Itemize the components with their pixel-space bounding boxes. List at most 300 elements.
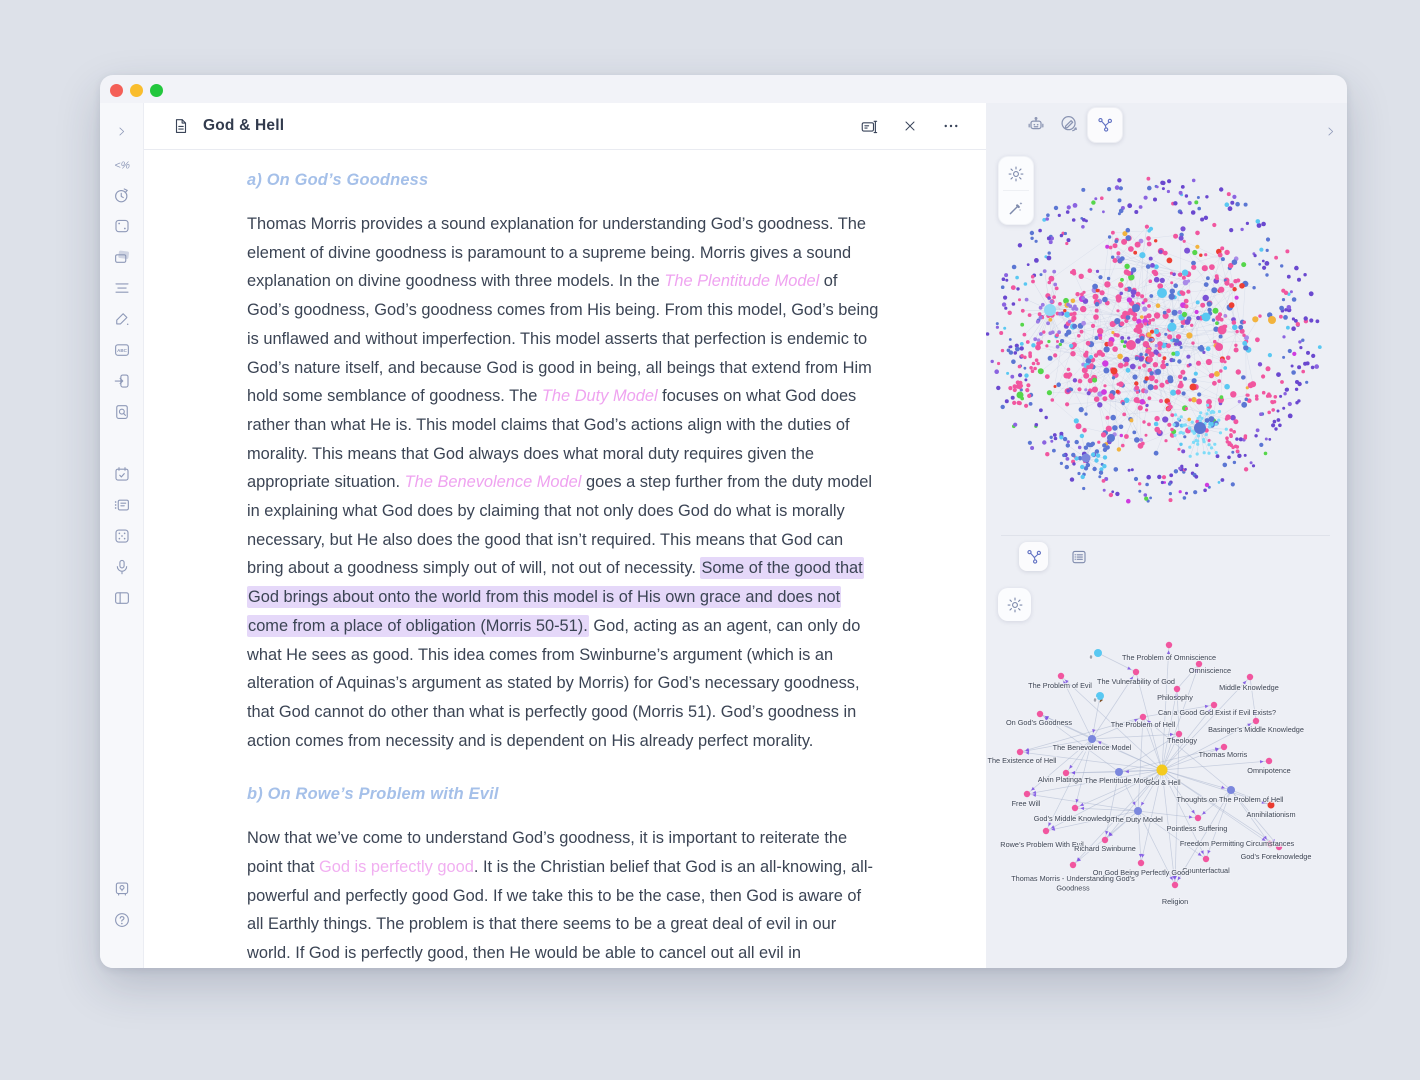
graph-node[interactable]: [1261, 222, 1266, 227]
graph-node[interactable]: [1181, 325, 1184, 328]
graph-node[interactable]: [1127, 203, 1132, 208]
graph-node[interactable]: [1219, 431, 1222, 434]
graph-node[interactable]: [1117, 354, 1123, 360]
graph-node[interactable]: [1154, 329, 1159, 334]
graph-node[interactable]: [1091, 324, 1095, 328]
graph-node[interactable]: [1053, 283, 1057, 287]
graph-node-label[interactable]: The Problem of Omniscience: [1121, 653, 1217, 662]
graph-node[interactable]: [1153, 349, 1158, 354]
graph-node[interactable]: [1266, 366, 1271, 371]
graph-node[interactable]: [1084, 412, 1087, 415]
graph-node[interactable]: [1074, 456, 1078, 460]
graph-node[interactable]: [1143, 298, 1147, 302]
graph-node-label[interactable]: #: [1093, 698, 1097, 704]
graph-node[interactable]: [1204, 282, 1209, 287]
graph-node[interactable]: [1203, 440, 1206, 443]
graph-node[interactable]: [1212, 381, 1217, 386]
graph-node[interactable]: [1178, 310, 1182, 314]
graph-node[interactable]: [1106, 416, 1110, 420]
graph-node[interactable]: [1025, 388, 1029, 392]
graph-node[interactable]: [1255, 397, 1259, 401]
graph-node[interactable]: [1146, 313, 1151, 318]
graph-node-rs[interactable]: [1102, 837, 1108, 843]
graph-node[interactable]: [1128, 246, 1134, 252]
graph-node[interactable]: [1131, 468, 1134, 471]
graph-node[interactable]: [1067, 440, 1070, 443]
global-graph-view[interactable]: [986, 140, 1347, 535]
graph-node[interactable]: [1184, 248, 1190, 254]
graph-node[interactable]: [1288, 349, 1292, 353]
graph-node[interactable]: [1094, 396, 1100, 402]
graph-node[interactable]: [1028, 313, 1032, 317]
graph-node[interactable]: [1020, 323, 1024, 327]
graph-node[interactable]: [1154, 379, 1158, 383]
graph-node[interactable]: [1178, 467, 1181, 470]
graph-node[interactable]: [1080, 465, 1084, 469]
graph-node[interactable]: [1016, 385, 1020, 389]
graph-node[interactable]: [1311, 366, 1315, 370]
graph-node[interactable]: [1134, 210, 1138, 214]
note-link[interactable]: The Benevolence Model: [404, 473, 582, 492]
graph-node-tph[interactable]: [1227, 786, 1235, 794]
graph-node[interactable]: [1095, 309, 1099, 313]
graph-node[interactable]: [1218, 287, 1224, 293]
graph-node[interactable]: [1113, 243, 1118, 248]
graph-node[interactable]: [1170, 281, 1173, 284]
sidebar-highlighter-button[interactable]: [113, 310, 131, 328]
graph-node[interactable]: [1203, 451, 1206, 454]
graph-node[interactable]: [1027, 394, 1031, 398]
reader-mode-button[interactable]: [860, 117, 878, 135]
graph-node[interactable]: [1206, 276, 1210, 280]
graph-node[interactable]: [1224, 314, 1227, 317]
graph-node[interactable]: [1119, 186, 1123, 190]
graph-node[interactable]: [1144, 497, 1148, 501]
graph-node-label[interactable]: Thomas Morris: [1198, 750, 1248, 759]
graph-node-label[interactable]: Thoughts on The Problem of Hell: [1176, 795, 1284, 804]
graph-feature-node[interactable]: [1215, 343, 1223, 351]
graph-node[interactable]: [1067, 238, 1071, 242]
graph-node[interactable]: [1144, 196, 1148, 200]
graph-node[interactable]: [1140, 315, 1144, 319]
graph-node[interactable]: [1066, 210, 1070, 214]
graph-node[interactable]: [1229, 428, 1233, 432]
graph-node[interactable]: [1241, 262, 1246, 267]
graph-node[interactable]: [1238, 325, 1243, 330]
graph-node[interactable]: [1219, 187, 1223, 191]
graph-node[interactable]: [1214, 371, 1220, 377]
graph-node[interactable]: [1071, 307, 1075, 311]
graph-node[interactable]: [1134, 386, 1139, 391]
graph-node[interactable]: [1047, 236, 1051, 240]
graph-node[interactable]: [1193, 490, 1197, 494]
graph-node[interactable]: [1296, 322, 1300, 326]
graph-node[interactable]: [1053, 433, 1057, 437]
graph-node[interactable]: [1068, 320, 1072, 324]
graph-node[interactable]: [1097, 328, 1103, 334]
graph-node[interactable]: [1177, 448, 1180, 451]
graph-node[interactable]: [1038, 229, 1042, 233]
graph-node[interactable]: [1036, 320, 1040, 324]
graph-node[interactable]: [1006, 372, 1009, 375]
graph-node[interactable]: [1144, 493, 1148, 497]
graph-node-label[interactable]: Omnipotence: [1247, 766, 1291, 775]
graph-node[interactable]: [1148, 396, 1152, 400]
graph-node[interactable]: [1292, 297, 1297, 302]
graph-node[interactable]: [1213, 443, 1216, 446]
close-note-button[interactable]: [901, 117, 919, 135]
graph-node[interactable]: [1011, 359, 1016, 364]
graph-node[interactable]: [1196, 300, 1200, 304]
graph-node[interactable]: [1031, 280, 1035, 284]
graph-node[interactable]: [1095, 302, 1100, 307]
graph-node-bmk[interactable]: [1253, 718, 1259, 724]
graph-node[interactable]: [1029, 402, 1033, 406]
graph-node[interactable]: [1030, 237, 1033, 240]
graph-node[interactable]: [1176, 389, 1181, 394]
graph-feature-node[interactable]: [1168, 323, 1177, 332]
graph-node[interactable]: [1177, 359, 1181, 363]
graph-node[interactable]: [1072, 271, 1076, 275]
graph-node[interactable]: [1277, 410, 1280, 413]
graph-node[interactable]: [1054, 206, 1058, 210]
graph-node[interactable]: [1207, 443, 1210, 446]
graph-node[interactable]: [1149, 279, 1153, 283]
graph-node[interactable]: [1206, 359, 1212, 365]
graph-node[interactable]: [1180, 211, 1183, 214]
graph-node[interactable]: [1185, 407, 1188, 410]
graph-hub-node[interactable]: [1082, 454, 1091, 463]
graph-node[interactable]: [1199, 346, 1205, 352]
graph-node[interactable]: [1102, 210, 1105, 213]
graph-node[interactable]: [1108, 341, 1114, 347]
graph-node[interactable]: [1229, 283, 1234, 288]
graph-node[interactable]: [1114, 467, 1119, 472]
graph-node[interactable]: [1145, 353, 1148, 356]
graph-node[interactable]: [1297, 382, 1301, 386]
graph-node[interactable]: [1188, 398, 1191, 401]
graph-node[interactable]: [1051, 398, 1055, 402]
graph-node[interactable]: [1194, 372, 1198, 376]
graph-node[interactable]: [1013, 388, 1017, 392]
graph-node-label[interactable]: Annihilationism: [1246, 810, 1296, 819]
graph-node[interactable]: [1295, 388, 1298, 391]
graph-node[interactable]: [1003, 296, 1007, 300]
graph-node[interactable]: [1246, 222, 1249, 225]
graph-node[interactable]: [1052, 270, 1056, 274]
graph-node[interactable]: [1160, 181, 1164, 185]
graph-node[interactable]: [1126, 235, 1131, 240]
graph-node[interactable]: [1168, 482, 1172, 486]
close-window-button[interactable]: [110, 84, 123, 97]
graph-node[interactable]: [1241, 375, 1245, 379]
graph-node[interactable]: [1139, 356, 1144, 361]
graph-node[interactable]: [1279, 306, 1284, 311]
graph-node[interactable]: [1042, 440, 1046, 444]
graph-node[interactable]: [1306, 351, 1310, 355]
graph-node-label[interactable]: On God Being Perfectly Good: [1092, 868, 1190, 877]
graph-node[interactable]: [1120, 278, 1124, 282]
graph-node[interactable]: [1045, 344, 1048, 347]
graph-node[interactable]: [1282, 298, 1285, 301]
graph-node-gmk[interactable]: [1072, 805, 1078, 811]
graph-node[interactable]: [1276, 372, 1281, 377]
graph-node[interactable]: [1094, 197, 1097, 200]
graph-node[interactable]: [1246, 394, 1249, 397]
graph-node[interactable]: [1132, 374, 1137, 379]
graph-node[interactable]: [1031, 343, 1035, 347]
graph-node[interactable]: [1318, 345, 1322, 349]
graph-node[interactable]: [1093, 294, 1099, 300]
graph-node[interactable]: [1167, 423, 1171, 427]
graph-node[interactable]: [1191, 429, 1194, 432]
graph-node[interactable]: [1050, 436, 1053, 439]
graph-node[interactable]: [1236, 369, 1241, 374]
graph-node[interactable]: [1018, 298, 1021, 301]
graph-node[interactable]: [1026, 383, 1030, 387]
graph-node[interactable]: [1211, 287, 1217, 293]
graph-node[interactable]: [1199, 411, 1202, 414]
graph-view-button[interactable]: [1087, 107, 1123, 143]
graph-node[interactable]: [1040, 273, 1043, 276]
graph-node[interactable]: [1197, 417, 1200, 420]
graph-node[interactable]: [1173, 283, 1178, 288]
graph-node[interactable]: [1163, 311, 1167, 315]
graph-node[interactable]: [1192, 179, 1196, 183]
graph-node[interactable]: [1264, 452, 1268, 456]
graph-node[interactable]: [1242, 341, 1247, 346]
graph-node[interactable]: [1230, 201, 1234, 205]
graph-node[interactable]: [1229, 434, 1233, 438]
graph-node[interactable]: [1016, 287, 1019, 290]
graph-node[interactable]: [1265, 438, 1268, 441]
graph-node[interactable]: [1168, 405, 1172, 409]
sidebar-voice-memo-button[interactable]: [113, 558, 131, 576]
graph-node[interactable]: [1212, 223, 1216, 227]
graph-wand-button[interactable]: [999, 191, 1033, 224]
graph-node[interactable]: [1145, 434, 1148, 437]
graph-node[interactable]: [1088, 378, 1093, 383]
graph-node[interactable]: [1111, 231, 1115, 235]
graph-node[interactable]: [1172, 273, 1176, 277]
graph-node[interactable]: [1212, 318, 1215, 321]
graph-node[interactable]: [1142, 420, 1145, 423]
graph-node[interactable]: [1162, 416, 1168, 422]
graph-node[interactable]: [1157, 475, 1161, 479]
graph-node[interactable]: [1273, 420, 1277, 424]
graph-node[interactable]: [1091, 200, 1095, 204]
graph-node[interactable]: [1081, 188, 1085, 192]
graph-node[interactable]: [1032, 362, 1036, 366]
graph-node[interactable]: [1178, 375, 1183, 380]
graph-node[interactable]: [1109, 493, 1113, 497]
graph-node[interactable]: [1056, 340, 1059, 343]
graph-node[interactable]: [1200, 218, 1204, 222]
graph-feature-node[interactable]: [1157, 288, 1167, 298]
graph-node[interactable]: [1052, 295, 1056, 299]
graph-node[interactable]: [1147, 304, 1151, 308]
graph-node-label[interactable]: Alvin Platinga: [1037, 775, 1083, 784]
graph-node-rel[interactable]: [1172, 882, 1178, 888]
graph-node[interactable]: [1203, 489, 1207, 493]
graph-node[interactable]: [1102, 443, 1106, 447]
graph-node[interactable]: [1180, 226, 1185, 231]
graph-node[interactable]: [1077, 387, 1081, 391]
graph-node[interactable]: [1274, 256, 1278, 260]
graph-node[interactable]: [1084, 388, 1087, 391]
graph-node[interactable]: [1196, 316, 1200, 320]
graph-node[interactable]: [1282, 335, 1285, 338]
graph-node[interactable]: [1262, 260, 1265, 263]
graph-node[interactable]: [1083, 373, 1089, 379]
graph-node-label[interactable]: The Duty Model: [1111, 815, 1163, 824]
graph-node[interactable]: [1024, 282, 1028, 286]
graph-node[interactable]: [1096, 289, 1100, 293]
graph-node[interactable]: [1119, 425, 1124, 430]
graph-hub-node[interactable]: [1044, 304, 1056, 316]
graph-node[interactable]: [1184, 299, 1189, 304]
graph-node[interactable]: [1126, 228, 1131, 233]
graph-node[interactable]: [991, 360, 994, 363]
graph-node[interactable]: [1117, 447, 1121, 451]
graph-node[interactable]: [1197, 196, 1200, 199]
graph-node[interactable]: [1283, 392, 1286, 395]
graph-node[interactable]: [1273, 400, 1277, 404]
graph-node[interactable]: [1291, 326, 1296, 331]
graph-node[interactable]: [1102, 360, 1108, 366]
graph-node[interactable]: [1287, 305, 1292, 310]
graph-node[interactable]: [1127, 297, 1132, 302]
graph-node[interactable]: [1147, 242, 1152, 247]
graph-node[interactable]: [1011, 396, 1015, 400]
graph-node[interactable]: [1169, 473, 1173, 477]
graph-node[interactable]: [1267, 392, 1271, 396]
graph-node[interactable]: [1288, 414, 1293, 419]
graph-node[interactable]: [1099, 471, 1103, 475]
graph-node[interactable]: [1294, 266, 1299, 271]
graph-node[interactable]: [1072, 218, 1076, 222]
graph-node[interactable]: [1009, 350, 1013, 354]
graph-node[interactable]: [1167, 179, 1171, 183]
graph-feature-node[interactable]: [1202, 313, 1211, 322]
graph-node[interactable]: [1130, 364, 1136, 370]
sidebar-graph-button[interactable]: [113, 434, 131, 452]
graph-node[interactable]: [1001, 349, 1004, 352]
graph-node[interactable]: [1215, 321, 1219, 325]
graph-node[interactable]: [1204, 216, 1208, 220]
graph-node[interactable]: [1103, 448, 1107, 452]
graph-node[interactable]: [1180, 415, 1183, 418]
graph-node[interactable]: [1283, 315, 1288, 320]
graph-node[interactable]: [1154, 312, 1160, 318]
graph-node[interactable]: [1208, 439, 1211, 442]
graph-node[interactable]: [1035, 423, 1039, 427]
graph-node[interactable]: [1064, 232, 1067, 235]
graph-node[interactable]: [1184, 304, 1188, 308]
graph-node[interactable]: [1118, 212, 1121, 215]
graph-node[interactable]: [1156, 186, 1159, 189]
graph-node[interactable]: [1088, 268, 1093, 273]
graph-node[interactable]: [1221, 257, 1225, 261]
graph-node[interactable]: [1039, 340, 1043, 344]
sidebar-help-button[interactable]: [113, 911, 131, 929]
graph-node[interactable]: [1288, 402, 1292, 406]
graph-node[interactable]: [1134, 328, 1139, 333]
graph-node[interactable]: [1139, 438, 1143, 442]
graph-node[interactable]: [1108, 235, 1111, 238]
graph-node[interactable]: [1181, 291, 1186, 296]
graph-node[interactable]: [1119, 292, 1123, 296]
graph-node[interactable]: [1225, 436, 1229, 440]
graph-node[interactable]: [1146, 236, 1151, 241]
graph-node[interactable]: [1038, 368, 1044, 374]
graph-node[interactable]: [1243, 321, 1246, 324]
graph-node[interactable]: [1094, 353, 1098, 357]
graph-node[interactable]: [1081, 321, 1086, 326]
graph-node[interactable]: [1079, 407, 1084, 412]
graph-node[interactable]: [1233, 419, 1238, 424]
graph-node[interactable]: [1002, 302, 1006, 306]
graph-node[interactable]: [1173, 201, 1177, 205]
graph-node[interactable]: [1218, 312, 1222, 316]
graph-node[interactable]: [1145, 225, 1149, 229]
graph-node[interactable]: [1053, 353, 1057, 357]
graph-node[interactable]: [1024, 378, 1027, 381]
graph-node[interactable]: [1104, 281, 1110, 287]
graph-node[interactable]: [1086, 341, 1091, 346]
graph-node[interactable]: [1035, 345, 1041, 351]
graph-node[interactable]: [1058, 214, 1061, 217]
graph-node[interactable]: [1184, 468, 1187, 471]
graph-node[interactable]: [1179, 191, 1183, 195]
graph-node[interactable]: [1150, 263, 1155, 268]
graph-node[interactable]: [1191, 265, 1196, 270]
graph-node[interactable]: [1183, 377, 1187, 381]
graph-node[interactable]: [1082, 487, 1085, 490]
sidebar-snooze-button[interactable]: [113, 186, 131, 204]
graph-node[interactable]: [1179, 443, 1182, 446]
graph-node-dm[interactable]: [1134, 807, 1142, 815]
graph-node[interactable]: [1086, 365, 1090, 369]
graph-node[interactable]: [1232, 320, 1237, 325]
graph-node[interactable]: [1194, 200, 1198, 204]
graph-feature-node[interactable]: [1107, 434, 1115, 442]
graph-node[interactable]: [1070, 477, 1074, 481]
graph-node-cf[interactable]: [1203, 856, 1209, 862]
graph-node[interactable]: [1167, 334, 1172, 339]
graph-node-po[interactable]: [1166, 642, 1172, 648]
zoom-window-button[interactable]: [150, 84, 163, 97]
graph-node[interactable]: [1101, 389, 1107, 395]
graph-node[interactable]: [1048, 251, 1051, 254]
graph-node[interactable]: [1147, 186, 1152, 191]
graph-node[interactable]: [1207, 301, 1212, 306]
graph-node[interactable]: [1309, 291, 1314, 296]
graph-node[interactable]: [1103, 384, 1106, 387]
graph-node[interactable]: [1081, 475, 1085, 479]
graph-node[interactable]: [1123, 345, 1126, 348]
graph-node[interactable]: [1146, 264, 1151, 269]
graph-node-label[interactable]: The Plentitude Model: [1084, 776, 1154, 785]
graph-node[interactable]: [1192, 378, 1197, 383]
graph-node[interactable]: [1107, 187, 1111, 191]
graph-node[interactable]: [1267, 411, 1271, 415]
graph-node[interactable]: [1081, 225, 1085, 229]
graph-node[interactable]: [1073, 378, 1077, 382]
graph-node-label[interactable]: The Benevolence Model: [1052, 743, 1132, 752]
graph-node[interactable]: [1162, 475, 1166, 479]
graph-node[interactable]: [1103, 489, 1106, 492]
